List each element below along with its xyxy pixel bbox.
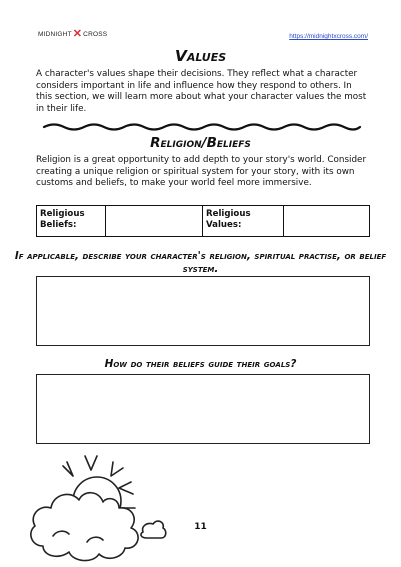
question-beliefs-goals: How do their beliefs guide their goals?	[104, 358, 297, 370]
logo	[38, 29, 107, 40]
religion-info-table	[36, 205, 370, 237]
values-title: Values	[174, 47, 227, 65]
sun-cloud-icon	[27, 446, 167, 564]
religious-beliefs-field[interactable]	[106, 206, 203, 236]
logo-x-icon: ✕	[72, 28, 83, 40]
religion-intro-text: Religion is a great opportunity to add depth to your story's world. Consider creating a unique religion or spiritual system for your story, with its own customs and beliefs, to make your world feel more immersive.	[36, 155, 367, 189]
beliefs-goals-answer-box[interactable]	[36, 374, 370, 444]
wave-divider	[42, 121, 362, 133]
religious-values-label: Religious Values:	[206, 209, 251, 230]
religious-values-field[interactable]	[284, 206, 369, 236]
question-religion-description: If applicable, describe your character's religion, spiritual practise, or belief system.	[14, 250, 387, 275]
logo-text-right: CROSS	[83, 31, 108, 38]
religious-beliefs-label-cell	[37, 206, 106, 236]
religious-beliefs-label: Religious Beliefs:	[40, 209, 85, 230]
logo-text-left: MIDNIGHT	[38, 31, 72, 38]
religious-values-label-cell	[203, 206, 284, 236]
values-intro-text: A character's values shape their decisions. They reflect what a character considers important in life and influence how they respond to others. In this section, we will learn more about what your character values the most in their life.	[36, 69, 367, 114]
religion-description-answer-box[interactable]	[36, 276, 370, 346]
religion-title: Religion/Beliefs	[150, 135, 251, 151]
website-link[interactable]: https://midnightxcross.com/	[289, 33, 368, 40]
page-number: 11	[194, 522, 207, 532]
